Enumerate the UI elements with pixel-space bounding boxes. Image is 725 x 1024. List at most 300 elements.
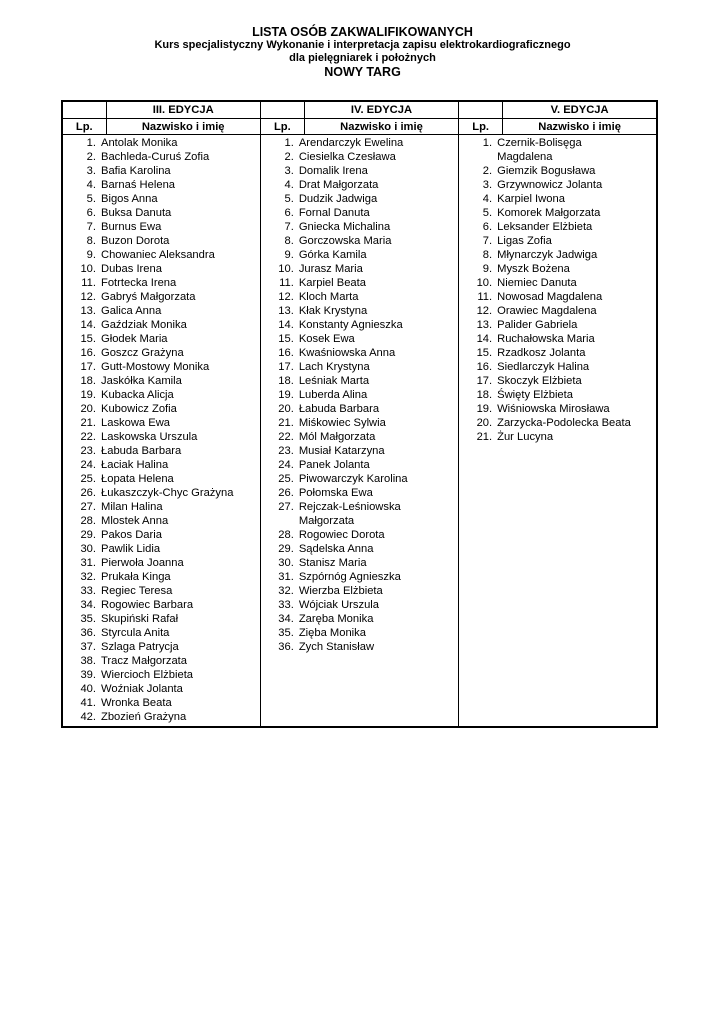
list-item-number: 14. — [80, 319, 96, 331]
list-item — [261, 402, 458, 416]
list-item-name: Drat Małgorzata — [298, 179, 379, 191]
city-name: NOWY TARG — [324, 65, 401, 79]
list-item-number: 20. — [278, 403, 294, 415]
list-item-name: Mól Małgorzata — [298, 431, 376, 443]
list-item — [261, 290, 458, 304]
list-item-number: 6. — [86, 207, 96, 219]
list-item-number: 17. — [278, 361, 294, 373]
list-item — [63, 640, 260, 654]
list-item — [261, 612, 458, 626]
list-item — [63, 696, 260, 710]
list-item-number: 21. — [80, 417, 96, 429]
list-item-name: Galica Anna — [101, 305, 162, 317]
list-item-number: 24. — [278, 459, 294, 471]
list-item-number: 21. — [278, 417, 294, 429]
list-item — [261, 304, 458, 318]
list-item — [459, 206, 656, 220]
list-item-continuation — [261, 514, 458, 528]
list-item — [63, 388, 260, 402]
list-item — [63, 248, 260, 262]
list-item-number: 18. — [278, 375, 294, 387]
course-name: Kurs specjalistyczny Wykonanie i interpretacja zapisu elektrokardiograficznego — [154, 39, 571, 51]
list-item-number: 41. — [80, 697, 96, 709]
list-item-name: Zarzycka-Podolecka Beata — [497, 417, 631, 429]
list-item — [459, 360, 656, 374]
list-item — [261, 528, 458, 542]
list-item-number: 6. — [482, 221, 493, 233]
list-item-number: 16. — [80, 347, 96, 359]
list-item-number: 5. — [86, 193, 96, 205]
list-item-name: Kłak Krystyna — [298, 305, 368, 317]
list-item-name: Buksa Danuta — [101, 207, 172, 219]
list-item — [261, 220, 458, 234]
list-item-name: Młynarczyk Jadwiga — [497, 249, 598, 261]
list-item-name: Piwowarczyk Karolina — [298, 473, 408, 485]
list-item-number: 33. — [80, 585, 96, 597]
list-item — [63, 136, 260, 150]
list-item — [63, 598, 260, 612]
list-item — [63, 458, 260, 472]
list-item — [261, 332, 458, 346]
list-item — [459, 318, 656, 332]
list-item — [63, 416, 260, 430]
document-title: LISTA OSÓB ZAKWALIFIKOWANYCH — [252, 25, 473, 39]
list-item-name: Szlaga Patrycja — [101, 641, 179, 653]
list-item — [459, 276, 656, 290]
list-item — [63, 584, 260, 598]
list-item-name: Bigos Anna — [101, 193, 158, 205]
list-item-name: Skoczyk Elżbieta — [497, 375, 582, 387]
list-item — [459, 220, 656, 234]
list-item — [63, 626, 260, 640]
list-item-name-continued: Małgorzata — [298, 515, 355, 527]
list-item-name: Dudzik Jadwiga — [298, 193, 378, 205]
list-item-name: Domalik Irena — [298, 165, 368, 177]
list-item-name: Laskowa Ewa — [101, 417, 171, 429]
list-item — [261, 556, 458, 570]
document-header — [0, 26, 725, 79]
list-item-number: 18. — [80, 375, 96, 387]
list-item — [63, 276, 260, 290]
list-item-number: 27. — [80, 501, 96, 513]
list-item-name: Bafia Karolina — [101, 165, 171, 177]
list-item — [261, 206, 458, 220]
list-item-number: 15. — [278, 333, 294, 345]
list-item — [63, 668, 260, 682]
list-item-name: Dubas Irena — [101, 263, 162, 275]
list-item-number: 31. — [278, 571, 294, 583]
list-item-number: 3. — [284, 165, 294, 177]
list-item-name: Ruchałowska Maria — [497, 333, 595, 345]
list-item-name: Stanisz Maria — [298, 557, 367, 569]
list-item-number: 34. — [80, 599, 96, 611]
list-item-name: Rejczak-Leśniowska — [298, 501, 401, 513]
list-item-number: 36. — [80, 627, 96, 639]
list-item-name: Antolak Monika — [101, 137, 178, 149]
list-item-number: 8. — [284, 235, 294, 247]
list-item — [63, 654, 260, 668]
list-item-name: Ciesielka Czesława — [298, 151, 396, 163]
list-item — [63, 444, 260, 458]
list-item — [459, 290, 656, 304]
list-item-number: 4. — [284, 179, 294, 191]
list-item — [63, 472, 260, 486]
list-item-name: Rogowiec Barbara — [101, 599, 194, 611]
list-item-name: Grzywnowicz Jolanta — [497, 179, 603, 191]
list-item-name: Buzon Dorota — [101, 235, 170, 247]
list-item-number: 9. — [482, 263, 493, 275]
list-item — [261, 248, 458, 262]
list-item-number: 14. — [476, 333, 493, 345]
list-item-number: 23. — [80, 445, 96, 457]
list-item-name: Nowosad Magdalena — [497, 291, 603, 303]
list-item — [261, 318, 458, 332]
list-item — [459, 346, 656, 360]
list-item-name: Milan Halina — [101, 501, 163, 513]
list-item — [261, 262, 458, 276]
list-item — [261, 626, 458, 640]
edition-5-list — [459, 135, 656, 446]
list-item-number: 1. — [284, 137, 294, 149]
list-item-name: Kloch Marta — [298, 291, 359, 303]
list-item — [459, 178, 656, 192]
list-item-number: 30. — [80, 543, 96, 555]
column-header-lp: Lp. — [459, 119, 503, 135]
list-item — [261, 164, 458, 178]
list-item — [459, 304, 656, 318]
list-item-number: 4. — [86, 179, 96, 191]
list-item — [63, 514, 260, 528]
edition-5-list-cell — [459, 135, 657, 728]
list-item-name: Miśkowiec Sylwia — [298, 417, 386, 429]
list-item-number: 11. — [279, 277, 294, 289]
list-item — [63, 402, 260, 416]
list-item-number: 33. — [278, 599, 294, 611]
list-item — [459, 430, 656, 444]
list-item-name: Komorek Małgorzata — [497, 207, 601, 219]
list-item-number: 10. — [80, 263, 96, 275]
list-item-name: Gorczowska Maria — [298, 235, 392, 247]
list-item — [459, 388, 656, 402]
column-header-name: Nazwisko i imię — [106, 119, 260, 135]
list-item-number: 35. — [80, 613, 96, 625]
list-item — [261, 458, 458, 472]
list-item-name: Rzadkosz Jolanta — [497, 347, 586, 359]
list-item-name: Kosek Ewa — [298, 333, 355, 345]
list-item-name: Pawlik Lidia — [101, 543, 161, 555]
list-item-number: 6. — [284, 207, 294, 219]
list-item-number: 37. — [80, 641, 96, 653]
list-item-name: Połomska Ewa — [298, 487, 373, 499]
list-item-number: 2. — [482, 165, 493, 177]
list-item-name: Musiał Katarzyna — [298, 445, 385, 457]
qualified-list-table — [61, 100, 658, 728]
list-item — [459, 402, 656, 416]
list-item-name: Gniecka Michalina — [298, 221, 391, 233]
list-item-name: Sądelska Anna — [298, 543, 374, 555]
list-item — [63, 192, 260, 206]
list-item — [261, 178, 458, 192]
list-item-number: 2. — [284, 151, 294, 163]
list-item — [459, 416, 656, 430]
list-item-number: 42. — [80, 711, 96, 723]
list-item-number: 7. — [284, 221, 294, 233]
list-item — [63, 206, 260, 220]
list-item-name: Łukaszczyk-Chyc Grażyna — [101, 487, 234, 499]
list-item-number: 29. — [80, 529, 96, 541]
list-item-number: 30. — [278, 557, 294, 569]
edition-4-header: IV. EDYCJA — [304, 101, 458, 119]
list-item-number: 40. — [80, 683, 96, 695]
list-item-name: Chowaniec Aleksandra — [101, 249, 215, 261]
list-item-number: 19. — [80, 389, 96, 401]
list-item — [63, 430, 260, 444]
list-item-name: Kubacka Alicja — [101, 389, 174, 401]
list-item-name: Myszk Bożena — [497, 263, 570, 275]
list-item — [261, 388, 458, 402]
list-item-number: 20. — [476, 417, 493, 429]
list-item-number: 8. — [482, 249, 493, 261]
list-item-number: 13. — [476, 319, 493, 331]
list-item-name: Zbozień Grażyna — [101, 711, 187, 723]
list-item-name: Gutt-Mostowy Monika — [101, 361, 210, 373]
list-item-number: 3. — [482, 179, 493, 191]
list-item-name: Kwaśniowska Anna — [298, 347, 396, 359]
list-item-name: Siedlarczyk Halina — [497, 361, 590, 373]
list-item-number: 32. — [278, 585, 294, 597]
list-item-number: 17. — [476, 375, 493, 387]
list-item-name: Barnaś Helena — [101, 179, 176, 191]
list-item-name: Górka Kamila — [298, 249, 367, 261]
list-item-name-continued: Magdalena — [497, 151, 553, 163]
list-item — [261, 374, 458, 388]
list-item-number: 9. — [86, 249, 96, 261]
list-item-name: Leśniak Marta — [298, 375, 370, 387]
list-item-number: 16. — [278, 347, 294, 359]
body-row — [62, 135, 657, 728]
list-item-name: Zych Stanisław — [298, 641, 375, 653]
list-item-name: Karpiel Iwona — [497, 193, 565, 205]
list-item-number: 7. — [86, 221, 96, 233]
list-item-name: Ligas Zofia — [497, 235, 552, 247]
list-item-number: 5. — [482, 207, 493, 219]
list-item-name: Święty Elżbieta — [497, 389, 573, 401]
list-item-name: Szpórnóg Agnieszka — [298, 571, 401, 583]
list-item-number: 22. — [80, 431, 96, 443]
list-item-name: Pakos Daria — [101, 529, 162, 541]
list-item-name: Łopata Helena — [101, 473, 174, 485]
list-item — [261, 416, 458, 430]
list-item-name: Zaręba Monika — [298, 613, 374, 625]
list-item — [459, 136, 656, 150]
list-item-number: 12. — [476, 305, 493, 317]
list-item-name: Mlostek Anna — [101, 515, 169, 527]
list-item-name: Panek Jolanta — [298, 459, 370, 471]
list-item-number: 19. — [476, 403, 493, 415]
list-item — [261, 584, 458, 598]
list-item-name: Giemzik Bogusława — [497, 165, 596, 177]
list-item — [261, 192, 458, 206]
list-item-name: Karpiel Beata — [298, 277, 366, 289]
list-item-number: 10. — [476, 277, 493, 289]
column-header-row — [62, 119, 657, 135]
list-item — [63, 290, 260, 304]
list-item — [261, 360, 458, 374]
course-audience: dla pielęgniarek i położnych — [289, 52, 436, 64]
list-item-number: 26. — [278, 487, 294, 499]
list-item — [63, 556, 260, 570]
list-item — [261, 430, 458, 444]
list-item-name: Fotrtecka Irena — [101, 277, 177, 289]
list-item — [63, 486, 260, 500]
list-item-name: Jaskółka Kamila — [101, 375, 182, 387]
list-item — [63, 164, 260, 178]
list-item — [63, 570, 260, 584]
list-item-name: Orawiec Magdalena — [497, 305, 597, 317]
edition-3-header: III. EDYCJA — [106, 101, 260, 119]
list-item-name: Łaciak Halina — [101, 459, 169, 471]
list-item-number: 1. — [482, 137, 493, 149]
list-item — [63, 360, 260, 374]
list-item — [261, 346, 458, 360]
list-item-number: 22. — [278, 431, 294, 443]
list-item-number: 17. — [80, 361, 96, 373]
list-item-number: 10. — [278, 263, 294, 275]
list-item — [261, 640, 458, 654]
list-item-number: 28. — [278, 529, 294, 541]
list-item-number: 25. — [80, 473, 96, 485]
list-item — [63, 500, 260, 514]
list-item-number: 34. — [278, 613, 294, 625]
list-item-number: 21. — [476, 431, 493, 443]
list-item-name: Pierwoła Joanna — [101, 557, 184, 569]
list-item — [459, 192, 656, 206]
list-item-number: 32. — [80, 571, 96, 583]
list-item-name: Regiec Teresa — [101, 585, 173, 597]
list-item-name: Leksander Elżbieta — [497, 221, 593, 233]
list-item-number: 11. — [477, 291, 493, 303]
list-item-number: 15. — [476, 347, 493, 359]
list-item-number: 26. — [80, 487, 96, 499]
list-item — [63, 542, 260, 556]
list-item-name: Jurasz Maria — [298, 263, 363, 275]
list-item-number: 20. — [80, 403, 96, 415]
list-item-number: 4. — [482, 193, 493, 205]
list-item-number: 11. — [81, 277, 96, 289]
list-item-number: 7. — [482, 235, 493, 247]
list-item-name: Palider Gabriela — [497, 319, 578, 331]
list-item-name: Styrcula Anita — [101, 627, 170, 639]
list-item — [261, 472, 458, 486]
list-item-name: Fornal Danuta — [298, 207, 370, 219]
list-item-name: Laskowska Urszula — [101, 431, 198, 443]
list-item-name: Skupiński Rafał — [101, 613, 179, 625]
list-item-number: 28. — [80, 515, 96, 527]
edition-4-list-cell — [260, 135, 458, 728]
list-item — [63, 374, 260, 388]
list-item — [63, 332, 260, 346]
list-item — [63, 178, 260, 192]
list-item-number: 24. — [80, 459, 96, 471]
list-item — [261, 150, 458, 164]
list-item-number: 15. — [80, 333, 96, 345]
column-header-lp: Lp. — [62, 119, 106, 135]
list-item-number: 23. — [278, 445, 294, 457]
list-item — [459, 248, 656, 262]
list-item-name: Rogowiec Dorota — [298, 529, 385, 541]
list-item-number: 13. — [80, 305, 96, 317]
list-item-name: Łabuda Barbara — [101, 445, 182, 457]
list-item-name: Wierzba Elżbieta — [298, 585, 383, 597]
list-item-number: 39. — [80, 669, 96, 681]
list-item-name: Gaździak Monika — [101, 319, 187, 331]
list-item-name: Żur Lucyna — [497, 431, 554, 443]
list-item-number: 18. — [476, 389, 493, 401]
list-item — [459, 234, 656, 248]
list-item — [63, 220, 260, 234]
list-item — [261, 500, 458, 514]
list-item — [63, 262, 260, 276]
list-item-number: 25. — [278, 473, 294, 485]
list-item — [459, 332, 656, 346]
list-item — [63, 682, 260, 696]
column-header-lp: Lp. — [260, 119, 304, 135]
list-item-number: 36. — [278, 641, 294, 653]
list-item — [63, 234, 260, 248]
list-item-name: Tracz Małgorzata — [101, 655, 188, 667]
list-item-name: Arendarczyk Ewelina — [298, 137, 404, 149]
list-item-name: Wójciak Urszula — [298, 599, 380, 611]
column-header-name: Nazwisko i imię — [304, 119, 458, 135]
list-item-number: 27. — [278, 501, 294, 513]
list-item-number: 19. — [278, 389, 294, 401]
list-item-number: 3. — [86, 165, 96, 177]
list-item-number: 2. — [86, 151, 96, 163]
list-item — [63, 612, 260, 626]
list-item-name: Goszcz Grażyna — [101, 347, 184, 359]
list-item-name: Woźniak Jolanta — [101, 683, 183, 695]
list-item-number: 14. — [278, 319, 294, 331]
list-item-number: 12. — [278, 291, 294, 303]
edition-header-row — [62, 101, 657, 119]
list-item — [261, 234, 458, 248]
list-item — [261, 486, 458, 500]
list-item — [459, 164, 656, 178]
list-item-name: Burnus Ewa — [101, 221, 162, 233]
list-item-name: Gabryś Małgorzata — [101, 291, 196, 303]
list-item-number: 16. — [476, 361, 493, 373]
list-item — [459, 374, 656, 388]
edition-5-header: V. EDYCJA — [503, 101, 657, 119]
list-item — [261, 136, 458, 150]
list-item-number: 13. — [278, 305, 294, 317]
list-item-name: Łabuda Barbara — [298, 403, 380, 415]
list-item — [261, 444, 458, 458]
list-item — [63, 318, 260, 332]
list-item-name: Zięba Monika — [298, 627, 366, 639]
list-item-number: 8. — [86, 235, 96, 247]
list-item-number: 1. — [86, 137, 96, 149]
list-item-number: 12. — [80, 291, 96, 303]
list-item-name: Prukała Kinga — [101, 571, 171, 583]
list-item-name: Głodek Maria — [101, 333, 168, 345]
list-item-name: Czernik-Bolisęga — [497, 137, 582, 149]
list-item-continuation — [459, 150, 656, 164]
list-item-name: Wiśniowska Mirosława — [497, 403, 610, 415]
list-item-number: 38. — [80, 655, 96, 667]
list-item — [63, 304, 260, 318]
column-header-name: Nazwisko i imię — [503, 119, 657, 135]
